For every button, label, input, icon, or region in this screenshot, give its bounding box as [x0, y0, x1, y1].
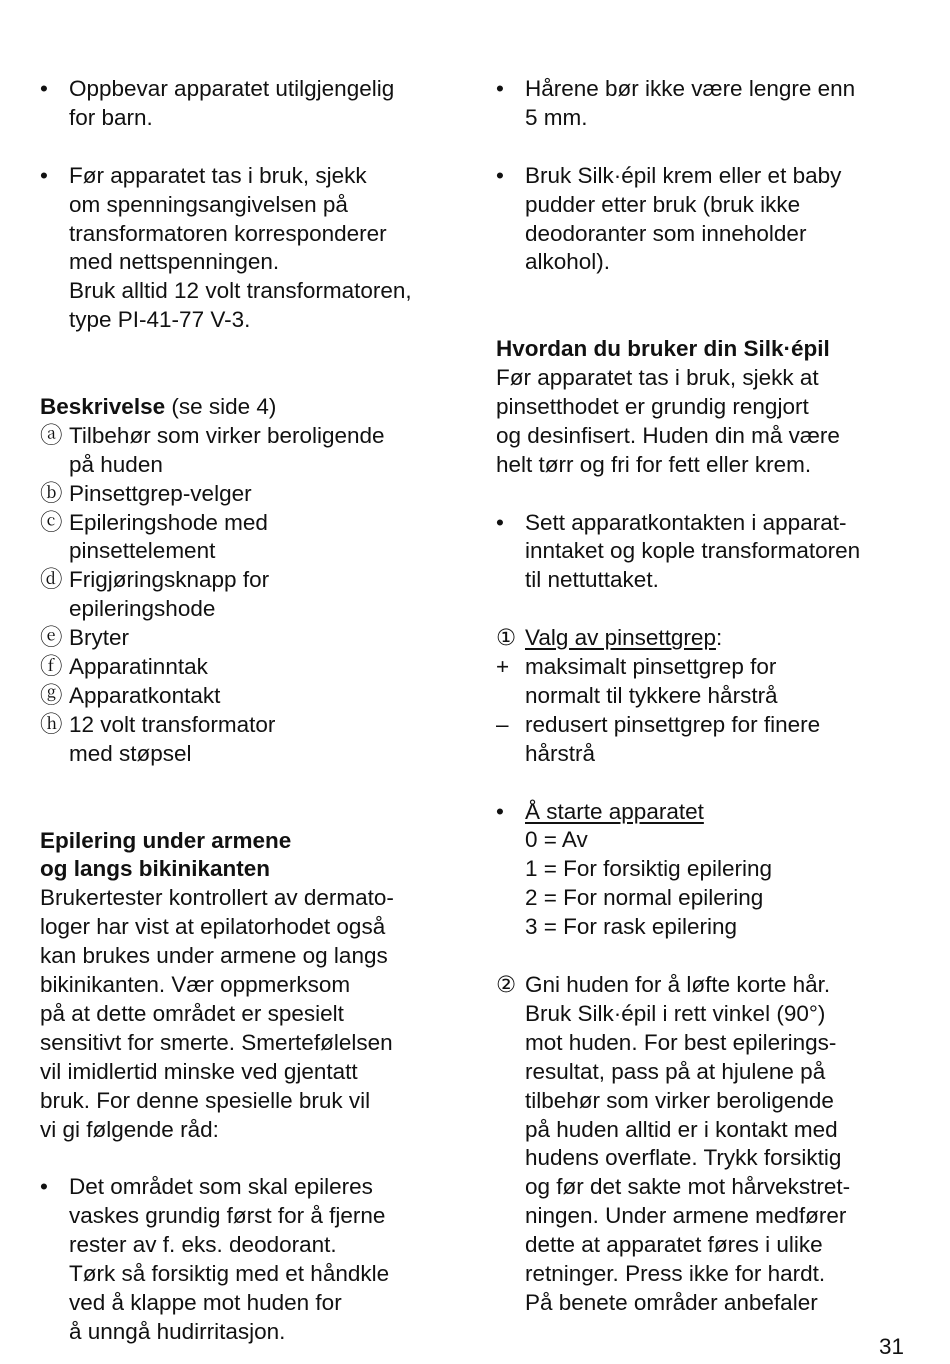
bullet-dot: •: [496, 509, 504, 535]
part-item: ⓖ Apparatkontakt: [40, 683, 221, 708]
bullet-connect: • Sett apparatkontakten i apparat- inntaket og kople transformatoren til nettuttaket.: [496, 509, 861, 593]
bullet-hair-length: • Hårene bør ikke være lengre enn 5 mm.: [496, 76, 856, 130]
part-item: ⓑ Pinsettgrep-velger: [40, 480, 252, 506]
minus-setting: – redusert pinsettgrep for finere hårstrå: [496, 711, 821, 766]
step-1-number-icon: ①: [496, 625, 517, 651]
howto-heading: Hvordan du bruker din Silk·épil: [496, 336, 830, 362]
part-item: ⓒ Epileringshode med pinsettelement: [40, 509, 268, 564]
parts-list: [40, 422, 455, 769]
bullet-keep-away-children: • Oppbevar apparatet utilgjengelig for barn.: [40, 76, 395, 130]
step-2-number-icon: ②: [496, 972, 517, 997]
bullet-dot: •: [40, 1174, 48, 1200]
description-heading: Beskrivelse (se side 4): [40, 393, 277, 419]
bullet-dot: •: [40, 76, 48, 101]
bullet-dot: •: [496, 798, 504, 824]
epilation-paragraph: Brukertester kontrollert av dermato- loger har vist at epilatorhodet også kan brukes under armene og langs bikinikanten. Vær oppmerksom på at dette området er spesielt sensitivt for smerte. Smertefølelsen vil imidlertid minske ved gjentatt bruk. For denne spesielle bruk vil vi gi følgende råd:: [40, 885, 394, 1142]
part-item: ⓗ 12 volt transformator med støpsel: [40, 711, 276, 766]
bullet-dot: •: [496, 76, 504, 101]
howto-paragraph: Før apparatet tas i bruk, sjekk at pinsetthodet er grundig rengjort og desinfisert. Huden din må være helt tørr og fri for fett eller krem.: [496, 365, 840, 477]
plus-icon: +: [496, 654, 510, 680]
epilation-heading: Epilering under armene og langs bikinikanten: [40, 827, 292, 882]
bullet-wash-area: • Det området som skal epileres vaskes grundig først for å fjerne rester av f. eks. deodorant. Tørk så forsiktig med et håndkle ved å klappe mot huden for å unngå hudirritasjon.: [40, 1174, 390, 1344]
part-item: ⓔ Bryter: [40, 625, 130, 651]
part-item: ⓐ Tilbehør som virker beroligende på huden: [40, 422, 385, 477]
bullet-dot: •: [40, 162, 48, 188]
left-column: [40, 75, 455, 1347]
step-2: ② Gni huden for å løfte korte hår. Bruk Silk·épil i rett vinkel (90°) mot huden. For best epilerings- resultat, pass på at hjulene på tilbehør som virker beroligende på huden alltid er i kontakt med hudens overflate. Trykk forsiktig og før det sakte mot hårvekstret- ningen. Under armene medfører dette at apparatet føres i ulike retninger. Press ikke for hardt. På benete områder anbefaler: [496, 972, 851, 1315]
page-number: 31: [878, 1334, 904, 1359]
part-item: ⓓ Frigjøringsknapp for epileringshode: [40, 567, 270, 622]
bullet-start-device: • Å starte apparatet 0 = Av 1 = For forsiktig epilering 2 = For normal epilering 3 = For rask epilering: [496, 798, 772, 940]
plus-setting: + maksimalt pinsettgrep for normalt til tykkere hårstrå: [496, 654, 778, 708]
bullet-dot: •: [496, 162, 504, 188]
bullet-check-voltage: • Før apparatet tas i bruk, sjekk om spenningsangivelsen på transformatoren korresponderer med nettspenningen. Bruk alltid 12 volt transformatoren, type PI-41-77 V-3.: [40, 162, 412, 333]
right-column: [496, 75, 916, 1318]
bullet-use-cream: • Bruk Silk·épil krem eller et baby pudder etter bruk (bruk ikke deodoranter som inneholder alkohol).: [496, 162, 842, 275]
step-1-heading: ① Valg av pinsettgrep:: [496, 624, 916, 653]
part-item: ⓕ Apparatinntak: [40, 654, 208, 680]
minus-icon: –: [496, 711, 509, 737]
